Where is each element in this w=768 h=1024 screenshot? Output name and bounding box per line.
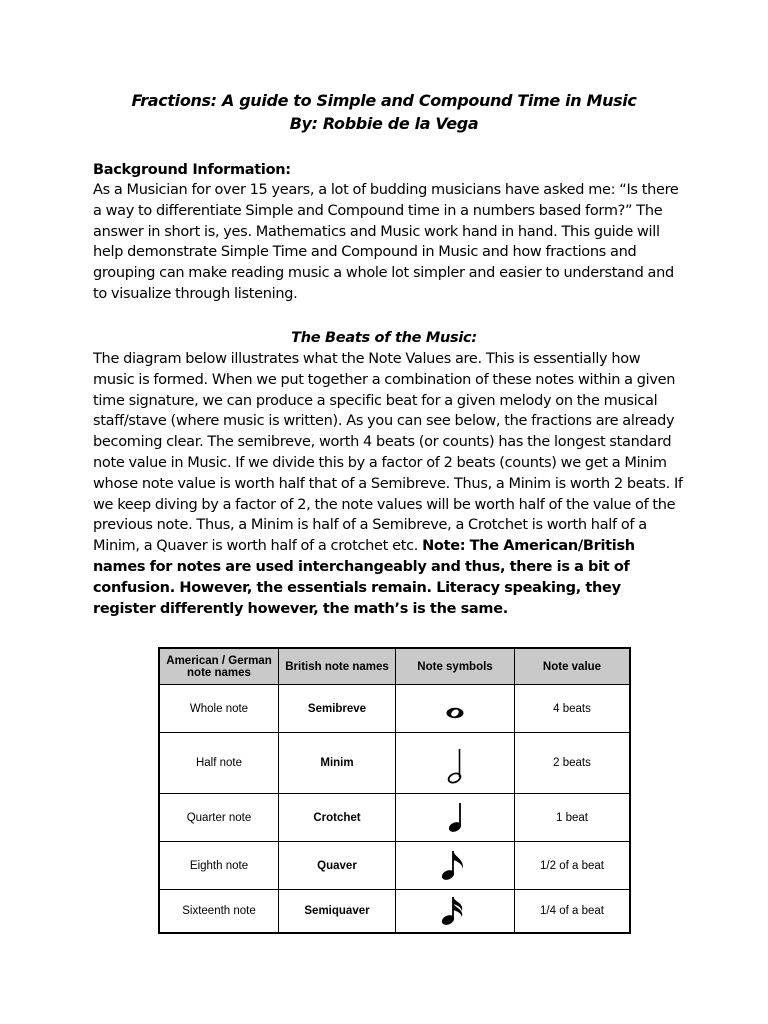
table-row (160, 794, 629, 842)
header-symbols: Note symbols (396, 649, 515, 684)
background-paragraph: As a Musician for over 15 years, a lot of budding musicians have asked me: “Is there a way to differentiate Simple and Compound time in a numbers based form?” The answer in short is, yes. Mathematics and Music work hand in hand. This guide will help demonstrate Simple Time and Compound in Music and how fractions and grouping can make reading music a whole lot simpler and easier to understand and to visualize through listening. (93, 182, 679, 302)
table-header-row (160, 649, 629, 685)
note-symbol-cell (396, 890, 515, 932)
table-row (160, 842, 629, 890)
british-name: Quaver (279, 842, 396, 889)
american-name: Sixteenth note (160, 890, 279, 932)
header-british: British note names (279, 649, 396, 684)
american-name: Half note (160, 733, 279, 793)
note-symbol-cell (396, 842, 515, 889)
document-title: Fractions: A guide to Simple and Compound Time in Music (131, 91, 637, 110)
british-name: Semibreve (279, 685, 396, 732)
beats-paragraph (93, 349, 683, 619)
note-symbol-cell (396, 685, 515, 732)
note-value: 2 beats (553, 757, 591, 769)
american-name: Whole note (160, 685, 279, 732)
british-name: Semiquaver (279, 890, 396, 932)
note-value: 1/2 of a beat (540, 859, 604, 872)
table-row (160, 890, 629, 932)
beats-paragraph-text: The diagram below illustrates what the Note Values are. This is essentially how music is formed. When we put together a combination of these notes within a given time signature, we can produce a specific beat for a given melody on the musical staff/stave (where music is written). As you can see below, the fractions are already becoming clear. The semibreve, worth 4 beats (or counts) has the longest standard note value in Music. If we divide this by a factor of 2 beats (counts) we get a Minim whose note value is worth half that of a Semibreve. Thus, a Minim is worth 2 beats. If we keep diving by a factor of 2, the note values will be worth half of the value of the previous note. Thus, a Minim is half of a Semibreve, a Crotchet is worth half of a Minim, a Quaver is worth half of a crotchet etc. (93, 351, 683, 555)
note-value: 1/4 of a beat (540, 905, 604, 917)
table-row (160, 685, 629, 733)
table-row (160, 733, 629, 794)
document-author: By: Robbie de la Vega (289, 114, 479, 133)
header-american: American / German note names (160, 649, 279, 684)
british-name: Crotchet (279, 794, 396, 841)
quarter-note-icon (443, 801, 467, 835)
note-symbol-cell (396, 794, 515, 841)
note-values-table (158, 647, 631, 934)
header-value: Note value (542, 660, 602, 673)
eighth-note-icon (440, 849, 470, 883)
beats-note-bold: Note: The American/British names for notes are used interchangeably and thus, there is a bit of confusion. However, the essentials remain. Literacy speaking, they register differently however, the math’s is the same. (93, 538, 635, 617)
note-symbol-cell (396, 733, 515, 793)
sixteenth-note-icon (440, 894, 470, 928)
whole-note-icon (443, 701, 467, 725)
note-value: 1 beat (556, 811, 588, 824)
beats-heading: The Beats of the Music: (291, 330, 477, 346)
american-name: Eighth note (160, 842, 279, 889)
british-name: Minim (279, 733, 396, 793)
note-value: 4 beats (553, 702, 591, 715)
american-name: Quarter note (160, 794, 279, 841)
background-heading: Background Information: (93, 162, 291, 178)
half-note-icon (443, 746, 467, 786)
